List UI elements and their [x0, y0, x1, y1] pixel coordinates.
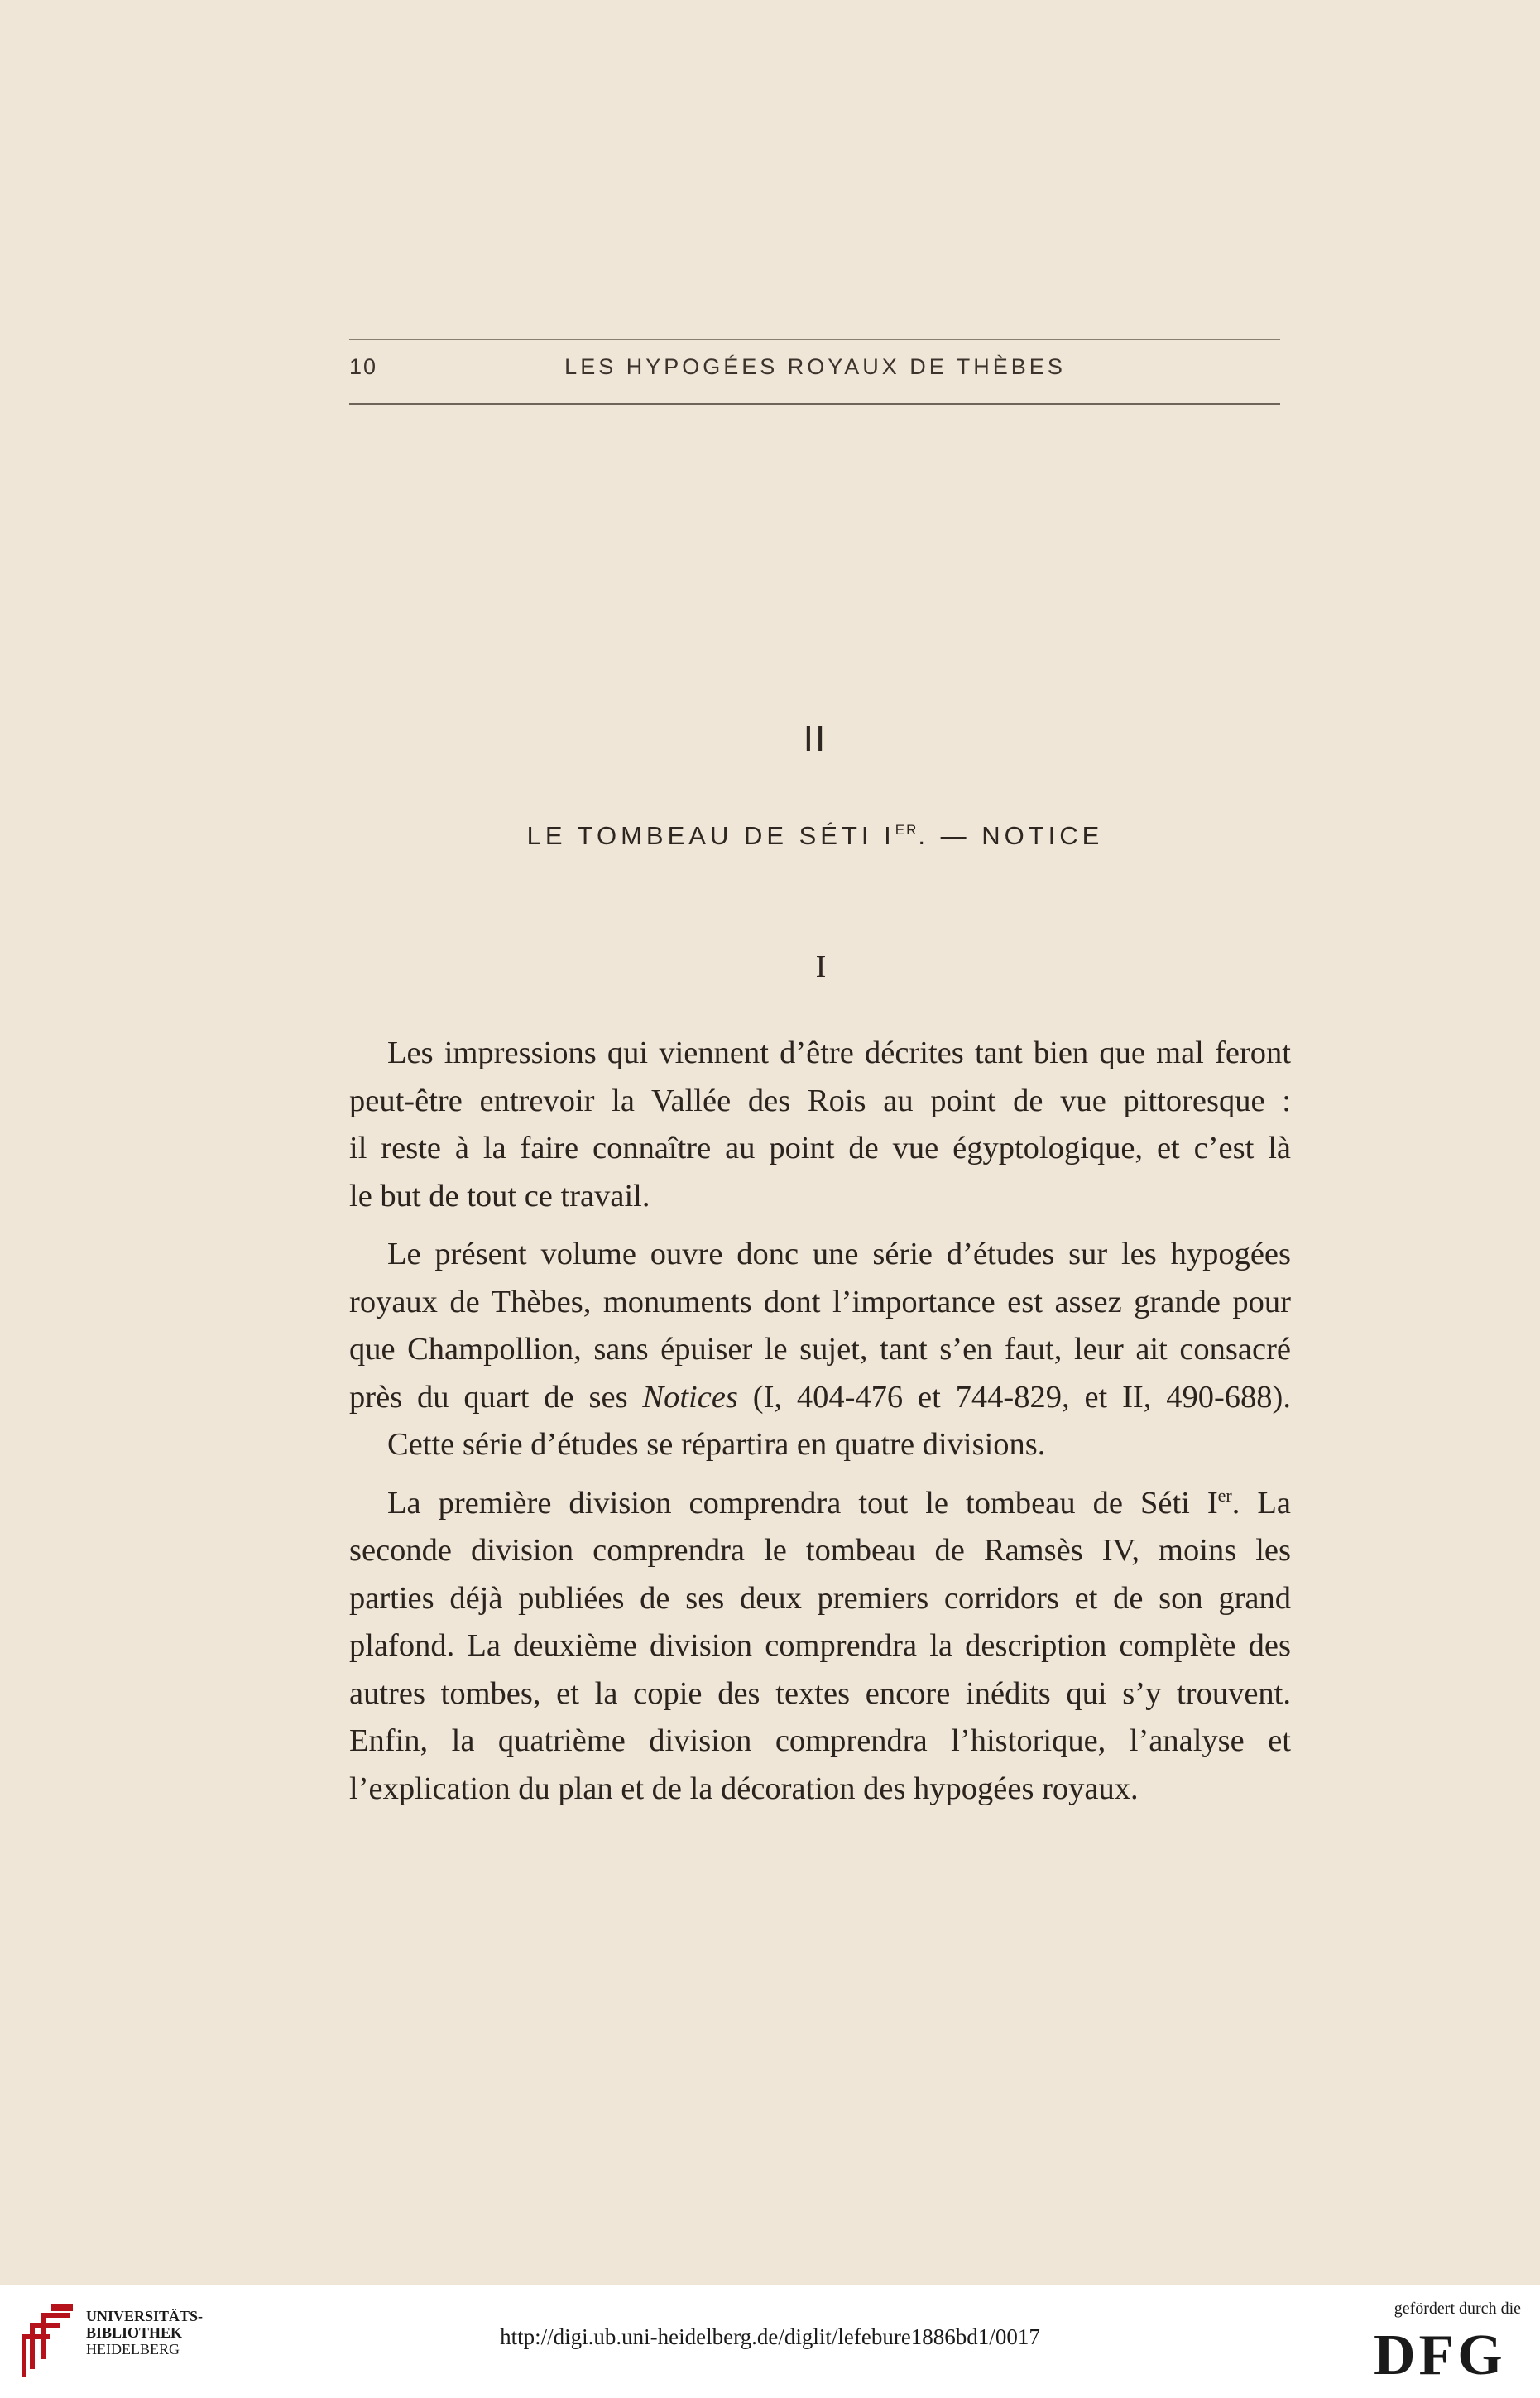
paragraph-2-text: près du quart de ses	[349, 1379, 643, 1415]
chapter-title	[0, 821, 1540, 851]
paragraph-3-line: Cette série d’études se répartira en quatre divisions.	[387, 1427, 1046, 1462]
body-text	[349, 1030, 1291, 1813]
paragraph-4-line: autres tombes, et la copie des textes encore inédits qui s’y trouvent.	[349, 1675, 1291, 1711]
paragraph-4-line: seconde division comprendra le tombeau de Ramsès IV, moins les	[349, 1533, 1291, 1568]
library-name-line: BIBLIOTHEK	[86, 2324, 183, 2341]
paragraph-2-line	[349, 1374, 1291, 1422]
chapter-title-main: LE TOMBEAU DE SÉTI I	[526, 821, 895, 850]
paragraph-4-line: l’explication du plan et de la décoration des hypogées royaux.	[349, 1771, 1139, 1806]
paragraph-2-line: que Champollion, sans épuiser le sujet, tant s’en faut, leur ait consacré	[349, 1332, 1291, 1367]
funding-label: gefördert durch die	[1394, 2299, 1521, 2318]
chapter-title-superscript: ER	[895, 822, 919, 838]
paragraph-2-line: royaux de Thèbes, monuments dont l’importance est assez grande pour	[349, 1284, 1291, 1319]
paragraph-4-text: . La	[1231, 1485, 1291, 1521]
paragraph-1-line: il reste à la faire connaître au point de vue égyptologique, et c’est là	[349, 1131, 1291, 1165]
running-title: LES HYPOGÉES ROYAUX DE THÈBES	[564, 354, 1066, 379]
paragraph-4-line: plafond. La deuxième division comprendra la description complète des	[349, 1628, 1291, 1663]
section-number: I	[815, 949, 827, 984]
library-name-line: HEIDELBERG	[86, 2341, 180, 2357]
ordinal-superscript: er	[1217, 1484, 1232, 1506]
chapter-title-rest: . — NOTICE	[918, 821, 1104, 850]
header-rule-top	[349, 339, 1280, 340]
header-rule-bottom	[349, 403, 1280, 405]
paragraph-1-line: le but de tout ce travail.	[349, 1178, 650, 1213]
dfg-logo: DFG	[1374, 2324, 1506, 2387]
paragraph-1-line: peut-être entrevoir la Vallée des Rois au point de vue pittoresque :	[349, 1083, 1291, 1118]
paragraph-4-line: parties déjà publiées de ses deux premiers corridors et de son grand	[349, 1580, 1291, 1616]
paragraph-4-line: Enfin, la quatrième division comprendra l’historique, l’analyse et	[349, 1723, 1291, 1758]
paragraph-2-line: Le présent volume ouvre donc une série d’études sur les hypogées	[387, 1237, 1291, 1271]
notices-title: Notices	[642, 1379, 738, 1415]
library-name-line: UNIVERSITÄTS-	[86, 2308, 204, 2324]
chapter-number: II	[803, 718, 828, 759]
paragraph-4-text: La première division comprendra tout le tombeau de Séti I	[387, 1485, 1218, 1521]
page-number: 10	[349, 354, 378, 379]
source-url-link[interactable]: http://digi.ub.uni-heidelberg.de/diglit/lefebure1886bd1/0017	[500, 2324, 1040, 2349]
paragraph-4-line	[349, 1480, 1291, 1528]
paragraph-2-reference: (I, 404-476 et 744-829, et II, 490-688).	[737, 1379, 1291, 1415]
paragraph-1-line: Les impressions qui viennent d’être décrites tant bien que mal feront	[387, 1036, 1291, 1070]
